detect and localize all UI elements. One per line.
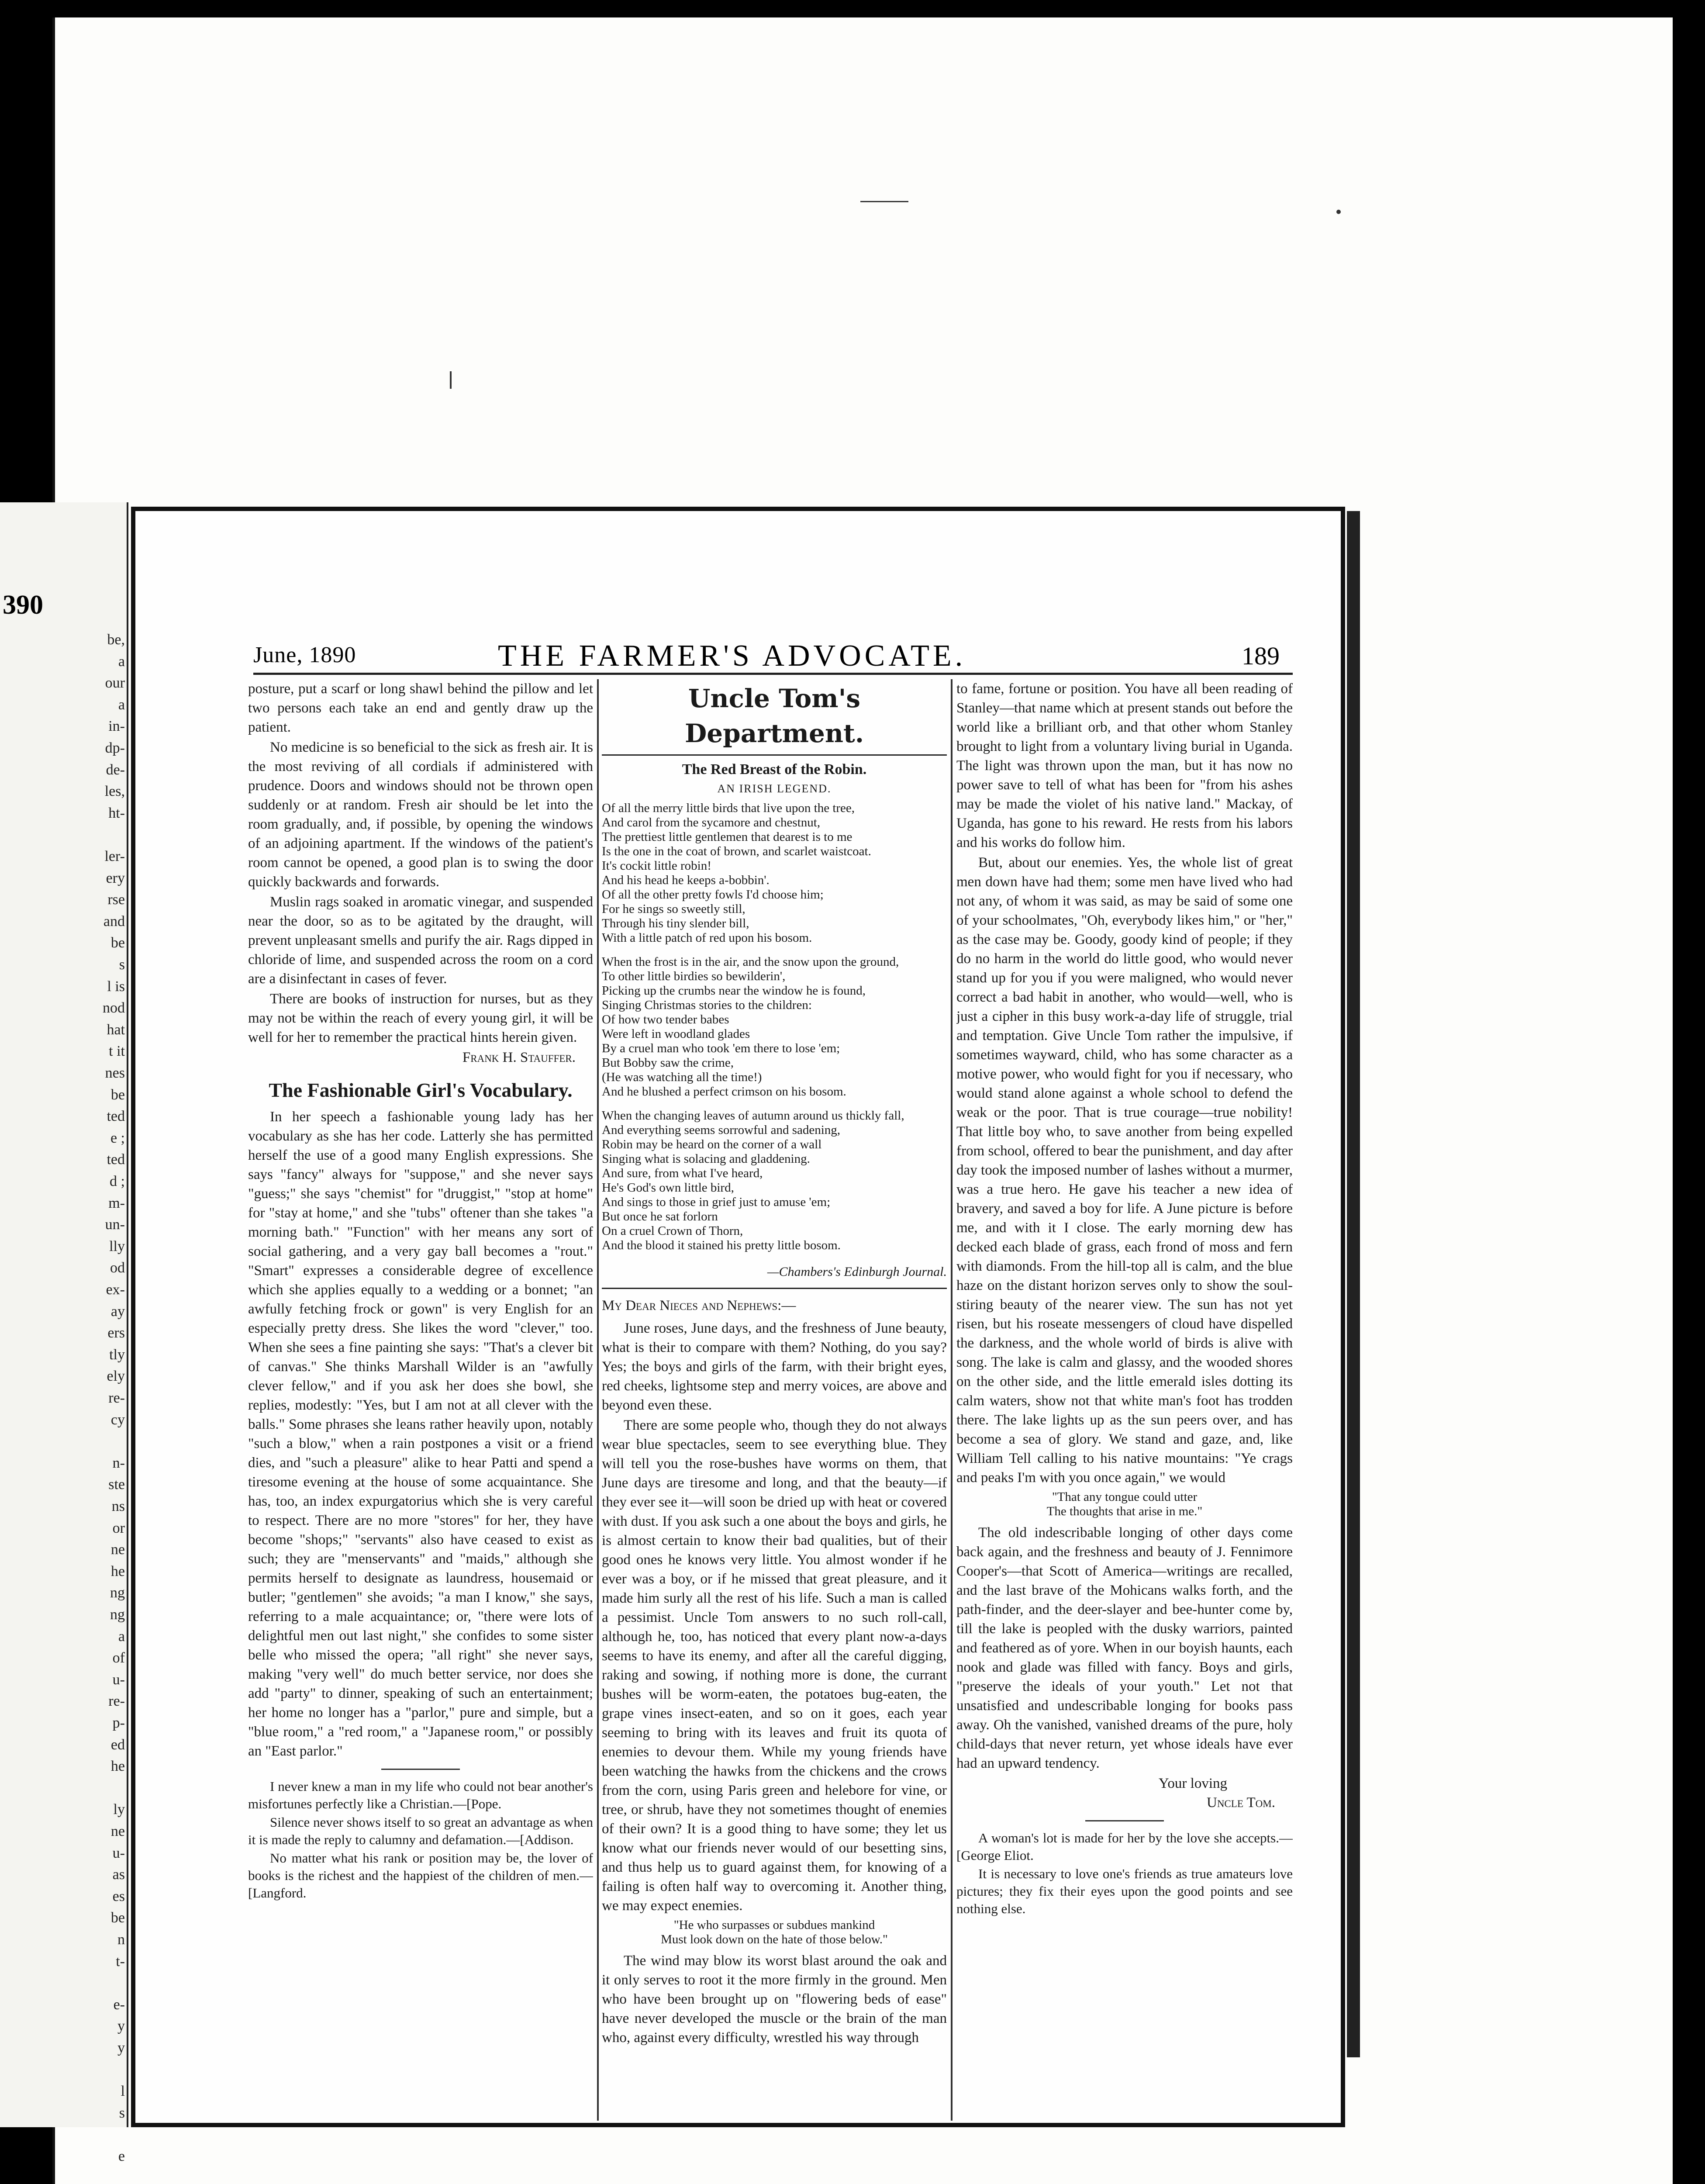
paragraph: posture, put a scarf or long shawl behind the pillow and let two persons each take an end and gently draw up the patient. — [248, 681, 593, 735]
page-number: 189 — [1242, 642, 1280, 670]
line-fragment: ery — [106, 870, 125, 886]
paragraph: Silence never shows itself to so great an advantage as when it is made the reply to calumny and defamation.—[Addison. — [248, 1814, 593, 1847]
divider — [1085, 1820, 1164, 1821]
line-fragment: p- — [112, 1715, 125, 1731]
line-fragment: ly — [113, 1801, 125, 1818]
paragraph: No matter what his rank or position may be, the lover of books is the richest and the happiest of the children of men.—[Langford. — [248, 1850, 593, 1901]
line-fragment: dp- — [105, 740, 125, 756]
article-heading: The Fashionable Girl's Vocabulary. — [269, 1079, 573, 1101]
poem-title: The Red Breast of the Robin. — [682, 761, 867, 778]
line-fragment: a — [118, 1628, 125, 1645]
line-fragment: in- — [108, 718, 125, 735]
scan-speck — [860, 201, 908, 202]
line-fragment: s — [119, 957, 125, 973]
scan-speck — [450, 371, 452, 389]
line-fragment: ler- — [104, 848, 125, 864]
line-fragment: as — [112, 1866, 125, 1883]
line-fragment: he — [110, 1758, 125, 1775]
letter-continuation — [956, 679, 1293, 1487]
line-fragment: re- — [108, 1390, 125, 1406]
line-fragment: lly — [109, 1238, 125, 1254]
paragraph: The old indescribable longing of other days come back again, and the freshness and beauty of J. Fennimore Cooper's—that Scott of America—writings are recalled, and the last brave of the Mohicans walks forth, and the path-finder, and the deer-slayer and bee-hunter come by, till the lake is peopled with the dusky warriors, painted and feathered as of yore. When in our boyish haunts, each nook and glade was filled with fancy. Boys and girls, "preserve the ideals of your youth." Let not that unsatisfied and undescribable longing for books pass away. Oh the vanished, vanished dreams of the pure, holy child-days that never return, yet whose ideals have ever had an upward tendency. — [956, 1525, 1293, 1771]
issue-date: June, 1890 — [253, 643, 356, 667]
masthead-title: THE FARMER'S ADVOCATE. — [498, 639, 966, 673]
line-fragment: a — [118, 696, 125, 713]
left-page-fragment — [0, 502, 128, 2164]
line-fragment: tly — [109, 1346, 125, 1363]
line-fragment: ay — [110, 1303, 125, 1320]
paragraph: But, about our enemies. Yes, the whole list of great men down have had them; some men have lived who had not any, of whom it was said, as may be said of some one of your schoolmates, "Oh, everybody likes him," or "her," as the case may be. Goody, goody kind of people; if they do no harm in the world do little good, who would never stand up for you if you were maligned, who would never correct a bad habit in another, who would—well, who is just a cipher in this busy work-a-day life of struggle, trial and temptation. Give Uncle Tom rather the impulsive, if sometimes wayward, child, who has some character as a motive power, who would fight for you if necessary, who would stand alone against a whole school to defend the weak or the poor. That is true courage—true nobility! That little boy who, to save another from being expelled from school, offered to bear the punishment, and day after day took the imposed number of lashes without a murmer, was a true hero. He gave his teacher a new idea of bravery, and saved a boy for life. A June picture is before me, and with it I close. The early morning dew has decked each blade of grass, each frond of moss and fern with diamonds. From the hill-top all is calm, and the blue haze on the distant horizon serves only to show the soul-stiring beauty of the nearer view. The sun has not yet risen, but his roseate messengers of cloud have dispelled the darkness, and the whole world of birds is alive with song. The lake is calm and glassy, and the wooded shores on the other side, and the little emerald isles dotting its calm waters, show not that white man's foot has trodden there. The lake lights up as the sun peers over, and has become a sea of glory. We stand and gaze, and, like William Tell calling to his native mountains: "Ye crags and peaks I'm with you once again," we would — [956, 855, 1293, 1486]
line-fragment: nes — [105, 1065, 125, 1081]
line-fragment: n — [117, 1932, 125, 1948]
closing: Your loving — [1158, 1776, 1227, 1791]
line-fragment: ne — [110, 1541, 125, 1558]
line-fragment: ht- — [108, 805, 125, 821]
quotations — [956, 1829, 1293, 1918]
line-fragment: t- — [116, 1953, 125, 1970]
poem-citation: —Chambers's Edinburgh Journal. — [767, 1265, 947, 1279]
inline-quote: "That any tongue could utter The thoughts that arise in me." — [1046, 1490, 1203, 1518]
line-fragment: ns — [111, 1498, 125, 1514]
paragraph: No medicine is so beneficial to the sick as fresh air. It is the most reviving of all cordials if administered with prudence. Doors and windows should not be thrown open suddenly or at random. Fresh air should be let into the room gradually, and, if possible, by opening the windows of an adjoining apartment. If the windows of the patient's room cannot be opened, a good plan is to swing the door quickly backwards and forwards. — [248, 740, 593, 890]
paragraph: There are some people who, though they do not always wear blue spectacles, seem to see everything blue. They will tell you the rose-bushes have worms on them, that June days are tiresome and long, and that the beauty—if they ever see it—will soon be dried up with heat or covered with dust. If you ask such a one about the boys and girls, he is almost certain to know their bad qualities, but of their good ones he knows very little. You almost wonder if he ever was a boy, or if he missed that great pleasure, and it made him surly all the rest of his life. Such a man is called a pessimist. Uncle Tom answers to no such roll-call, although he, too, has noticed that every plant now-a-days seems to have its enemy, and after all the careful digging, raking and sowing, if nothing more is done, the currant bushes will be worm-eaten, the potatoes bug-eaten, the grape vines insect-eaten, and so on it goes, each year seeming to bring with its leaves and fruit its quota of enemies to devour them. While my young friends have been watching the hawks from the chickens and the crows from the corn, using Paris green and helebore for vine, or tree, or shrub, have they not sometimes thought of enemies of their own? It is a good thing to have some; they let us know what our friends never would of our besetting sins, and thus help us to guard against them, for knowing of a failing is often half way to overcoming it. Another thing, we may expect enemies. — [602, 1417, 947, 1914]
column-3 — [956, 679, 1293, 2121]
line-fragment: un- — [105, 1216, 125, 1233]
line-fragment: rse — [107, 892, 125, 908]
column-2 — [602, 679, 947, 2121]
line-fragment: our — [105, 675, 125, 691]
line-fragment: es — [112, 1888, 125, 1904]
paragraph: A woman's lot is made for her by the love she accepts.—[George Eliot. — [956, 1830, 1293, 1863]
line-fragment: l — [121, 2083, 125, 2100]
vocabulary-article — [248, 1107, 593, 1761]
salutation: My Dear Nieces and Nephews:— — [602, 1288, 947, 1315]
line-fragment: u- — [112, 1671, 125, 1688]
line-fragment: be — [110, 935, 125, 951]
line-fragment: od — [110, 1260, 125, 1276]
line-fragment: m- — [108, 1195, 125, 1211]
paragraph: There are books of instruction for nurses, but as they may not be within the reach of every young girl, it will be well for her to remember the practical hints herein given. — [248, 991, 593, 1045]
column-rule — [951, 679, 953, 2121]
paragraph: June roses, June days, and the freshness of June beauty, what is their to compare with them? Nothing, do you say? Yes; the boys and girls of the farm, with their bright eyes, red cheeks, lightsome step and merry voices, are above and beyond even these. — [602, 1320, 947, 1413]
line-fragment: e- — [113, 1996, 125, 2013]
column-rule — [597, 679, 599, 2121]
line-fragment: y — [117, 2018, 125, 2035]
line-fragment: ste — [108, 1476, 125, 1493]
page-header — [253, 638, 1293, 675]
line-fragment: t it — [109, 1043, 125, 1060]
poem-stanza: When the changing leaves of autumn around us thickly fall, And everything seems sorrowful and sadening, Robin may be heard on the corner of a wall Singing what is solacing and gladdening. And sure, from what I've heard, He's God's own little bird, And sings to those in grief just to amuse 'em; But once he sat forlorn On a cruel Crown of Thorn, And the blood it stained his pretty little bosom. — [602, 1109, 904, 1252]
line-fragment: u- — [112, 1845, 125, 1861]
letter-ending — [956, 1523, 1293, 1773]
poem-stanza: Of all the merry little birds that live upon the tree, And carol from the sycamore and chestnut, The prettiest little gentlemen that dearest is to me Is the one in the coat of brown, and scarlet waistcoat. It's cockit little robin! And his head he keeps a-bobbin'. Of all the other pretty fowls I'd choose him; For he sings so sweetly still, Through his tiny slender bill, With a little patch of red upon his bosom. — [602, 801, 871, 945]
line-fragment: ed — [110, 1736, 125, 1753]
line-fragment: ng — [110, 1607, 125, 1623]
paragraph: I never knew a man in my life who could not bear another's misfortunes perfectly like a Christian.—[Pope. — [248, 1779, 593, 1811]
line-fragment: ted — [107, 1108, 125, 1125]
paragraph: Muslin rags soaked in aromatic vinegar, and suspended near the door, so as to be agitated by the draught, will prevent unpleasant smells and purify the air. Rags dipped in chloride of lime, and suspended across the room on a cord are a disinfectant in cases of fever. — [248, 894, 593, 987]
line-fragment: be — [110, 1910, 125, 1926]
column-1 — [248, 679, 593, 2121]
scan-speck — [1336, 210, 1341, 214]
line-fragment: be, — [107, 632, 125, 648]
newspaper-page — [131, 507, 1345, 2127]
left-page-number: 390 — [3, 590, 43, 620]
line-fragment: a — [118, 653, 125, 670]
line-fragment: y — [117, 2040, 125, 2056]
line-fragment: re- — [108, 1693, 125, 1710]
line-fragment: of — [112, 1650, 125, 1666]
article-signature: Frank H. Stauffer. — [462, 1050, 576, 1065]
line-fragment: d ; — [110, 1173, 125, 1189]
poem-stanza: When the frost is in the air, and the snow upon the ground, To other little birdies so bewilderin', Picking up the crumbs near the window he is found, Singing Christmas stories to the children: Of how two tender babes Were left in woodland glades By a cruel man who took 'em there to lose 'em; But Bobby saw the crime, (He was watching all the time!) And he blushed a perfect crimson on his bosom. — [602, 955, 899, 1099]
paragraph: It is necessary to love one's friends as true amateurs love pictures; they fix their eyes upon the good points and see nothing else. — [956, 1866, 1293, 1916]
line-fragment: ers — [107, 1325, 125, 1341]
line-fragment: he — [110, 1563, 125, 1579]
line-fragment: nod — [103, 1000, 125, 1016]
paragraph: to fame, fortune or position. You have all been reading of Stanley—that name which at present stands out before the world like a brilliant orb, and that other whom Stanley brought to light from a voluntary living burial in Uganda. The light was thrown upon the man, but it has now no power save to tell of what has been for "from his ashes may be made the violet of his native land." Mackay, of Uganda, has gone to his reward. He rests from his labors and his works do follow him. — [956, 681, 1293, 850]
quotations — [248, 1778, 593, 1902]
line-fragment: s — [119, 2105, 125, 2121]
inline-quote: "He who surpasses or subdues mankind Must look down on the hate of those below." — [661, 1918, 888, 1946]
letter-signature: Uncle Tom. — [1206, 1795, 1275, 1811]
line-fragment: e — [118, 2148, 125, 2164]
line-fragment: e ; — [110, 1130, 125, 1146]
line-fragment: les, — [104, 783, 125, 800]
line-fragment: ng — [110, 1585, 125, 1601]
letter-body — [602, 1319, 947, 1915]
line-fragment: de- — [106, 761, 125, 778]
line-fragment: and — [103, 913, 125, 930]
line-fragment: cy — [110, 1411, 125, 1428]
line-fragment: n- — [112, 1455, 125, 1471]
poem-subtitle: AN IRISH LEGEND. — [717, 782, 832, 795]
line-fragment: be — [110, 1086, 125, 1103]
line-fragment: ex- — [106, 1282, 125, 1298]
paragraph: In her speech a fashionable young lady has her vocabulary as she has her code. Latterly she has permitted herself the use of a good many English expressions. She says "fancy" always for "suppose," and she never says "guess;" she says "chemist" for "druggist," "stop at home" for "stay at home," and she "tubs" oftener than she takes "a morning bath." "Function" with her means any sort of social gathering, and a very gay ball becomes a "rout." "Smart" expresses a considerable degree of excellence which she applies equally to a wedding or a bonnet; "an awfully fetching frock or gown" is very English for an especially pretty dress. She likes the word "clever," too. When she sees a fine painting she says: "That's a clever bit of canvas." She thinks Marshall Wilder is an "awfully clever fellow," and if you ask her does she bowl, she replies, modestly: "Yes, but I am not at all clever with the balls." Some phrases she leans rather heavily upon, notably "such a blow," when a rain postpones a visit or a friend dies, and "such a pleasure" alike to hear Patti and spend a tiresome evening at the house of some acquaintance. She has, too, an index expurgatorius which she is very careful to respect. There are no more "stores" for her, they have become "shops;" "servants" also have ceased to exist as such; they are "menservants" and "maids," although she permits herself to designate as laundress, housemaid or butler; "gentlemen" she avoids; "a man I know," she says, referring to a male acquaintance; or, "there were lots of delightful men out last night," she confides to some sister belle who missed the opera; "all right" she never says, making "very well" do much better service, nor does she add "party" to dinner, speaking of such an entertainment; her home no longer has a "parlor," pure and simple, but a "blue room," a "red room," a "Japanese room," or possibly an "East parlor." — [248, 1109, 593, 1759]
line-fragment: or — [112, 1520, 125, 1536]
letter-body-continued — [602, 1951, 947, 2047]
line-fragment: l is — [107, 978, 125, 995]
nursing-article — [248, 679, 593, 1047]
line-fragment: ne — [110, 1823, 125, 1839]
paragraph: The wind may blow its worst blast around the oak and it only serves to root it the more firmly in the ground. Men who have been brought up on "flowering beds of ease" have never developed the muscle or the brain of the man who, against every difficulty, wrestled his way through — [602, 1953, 947, 2046]
department-title: Uncle Tom's Department. — [602, 681, 947, 756]
line-fragment: ted — [107, 1151, 125, 1168]
line-fragment: hat — [107, 1021, 125, 1038]
line-fragment: ely — [107, 1368, 125, 1385]
divider — [381, 1769, 460, 1770]
